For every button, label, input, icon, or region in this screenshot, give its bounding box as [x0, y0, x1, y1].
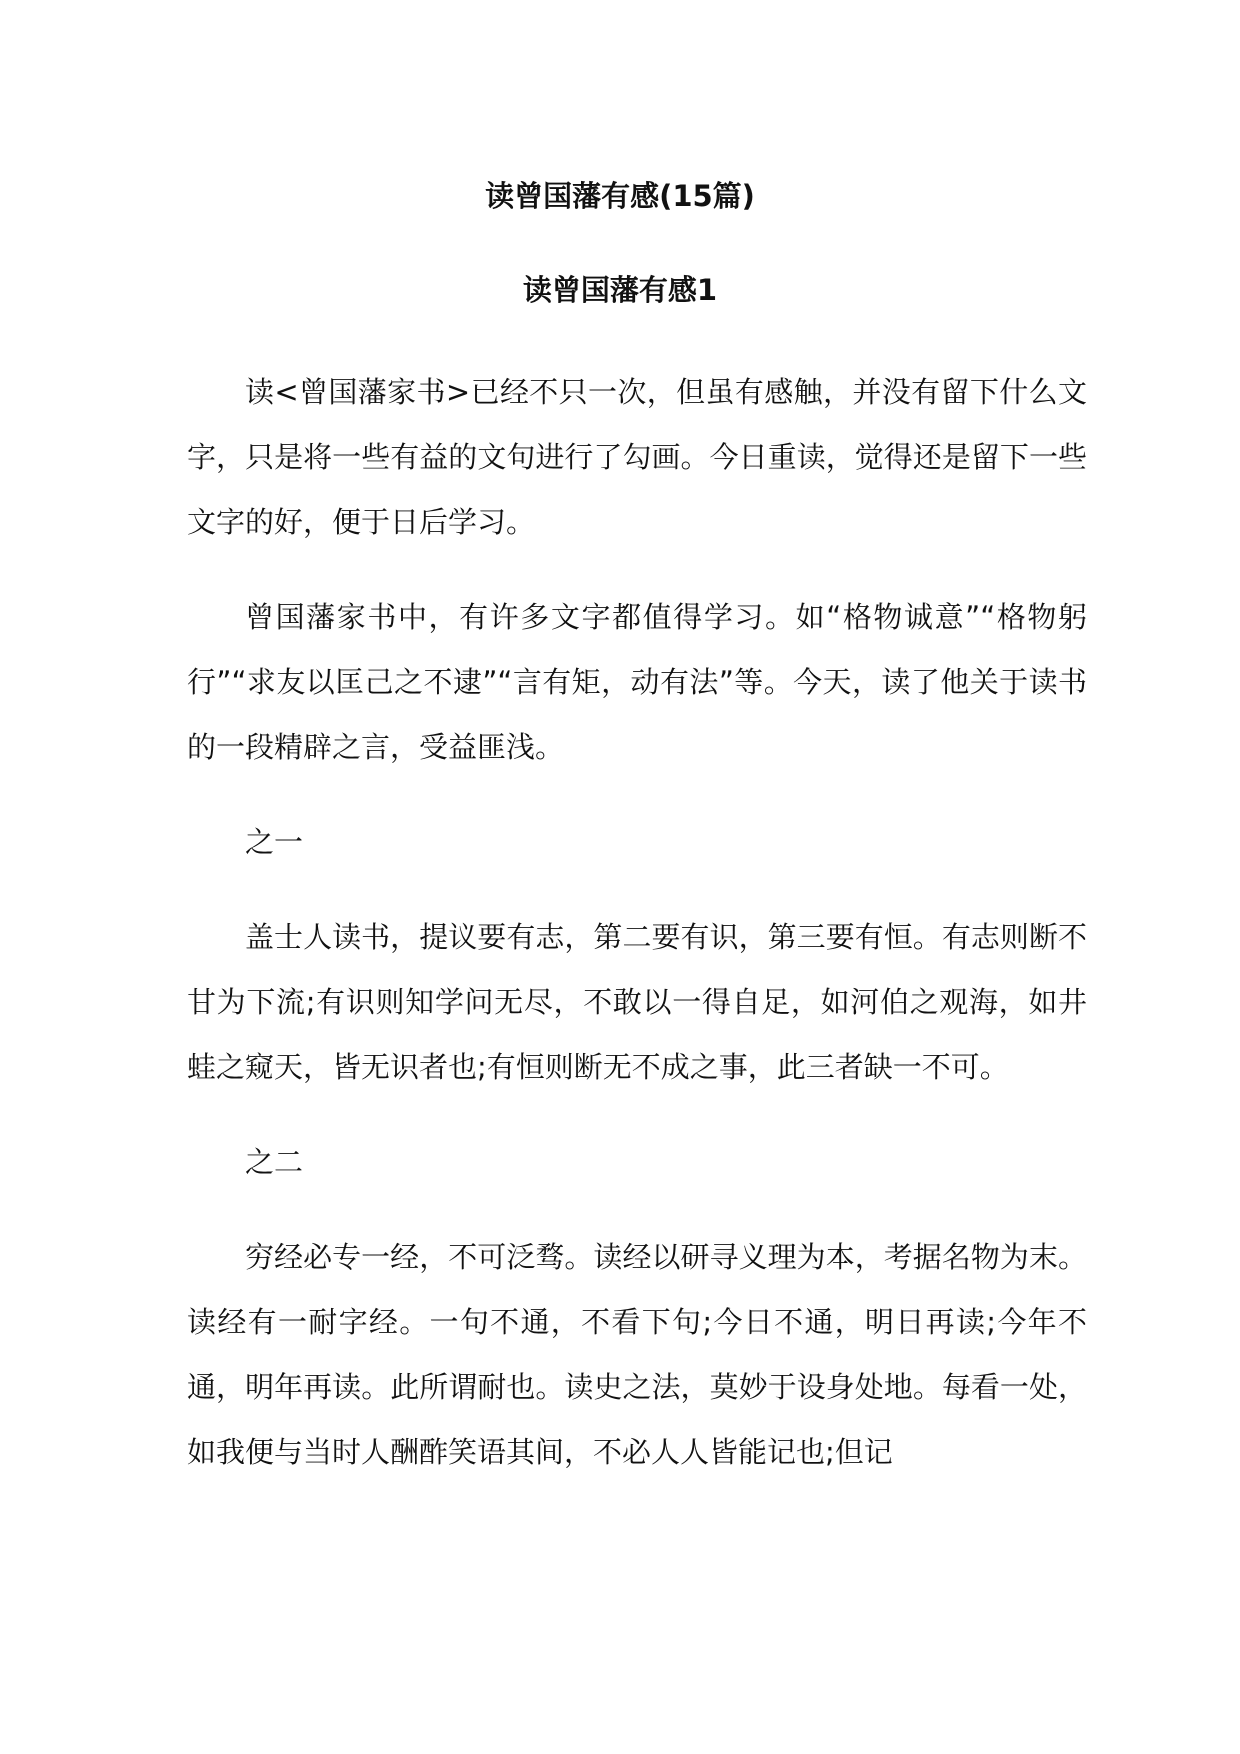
- paragraph-quotes: 曾国藩家书中，有许多文字都值得学习。如“格物诚意”“格物躬行”“求友以匡己之不逮”“言有矩，动有法”等。今天，读了他关于读书的一段精辟之言，受益匪浅。: [187, 600, 1087, 764]
- document-title: 读曾国藩有感(15篇): [485, 179, 755, 213]
- paragraph-part-two: 穷经必专一经，不可泛骛。读经以研寻义理为本，考据名物为末。读经有一耐字经。一句不通，不看下句;今日不通，明日再读;今年不通，明年再读。此所谓耐也。读史之法，莫妙于设身处地。每看一处，如我便与当时人酬酢笑语其间，不必人人皆能记也;但记: [187, 1240, 1087, 1469]
- paragraph-intro: 读<曾国藩家书>已经不只一次，但虽有感触，并没有留下什么文字，只是将一些有益的文句进行了勾画。今日重读，觉得还是留下一些文字的好，便于日后学习。: [187, 375, 1087, 539]
- paragraph-part-one: 盖士人读书，提议要有志，第二要有识，第三要有恒。有志则断不甘为下流;有识则知学问无尽，不敢以一得自足，如河伯之观海，如井蛙之窥天，皆无识者也;有恒则断无不成之事，此三者缺一不可。: [187, 920, 1087, 1084]
- subheading-part-one: 之一: [245, 825, 304, 859]
- subheading-part-two: 之二: [245, 1145, 304, 1179]
- section-title: 读曾国藩有感1: [522, 273, 718, 307]
- document-body: [187, 360, 1087, 1515]
